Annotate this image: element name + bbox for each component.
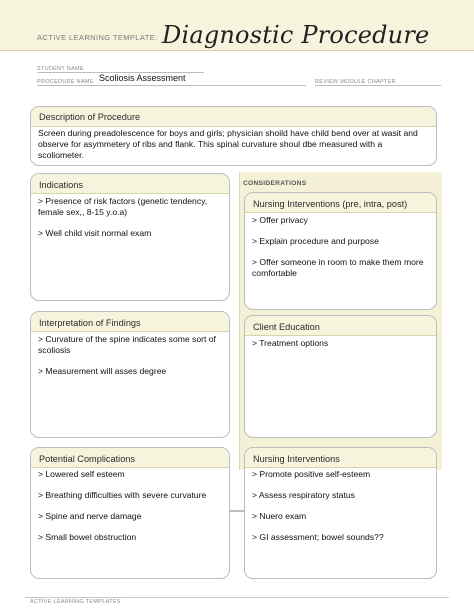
- page-title: Diagnostic Procedure: [162, 21, 430, 49]
- list-item: > Breathing difficulties with severe curvature: [38, 490, 207, 500]
- client-education-header: [245, 316, 436, 336]
- indications-header: [31, 174, 229, 194]
- list-item: > Nuero exam: [252, 511, 307, 521]
- footer-line: [25, 597, 449, 598]
- nursing-interventions-box: [244, 447, 437, 579]
- list-item: > Well child visit normal exam: [38, 228, 152, 238]
- potential-complications-box: [30, 447, 230, 579]
- list-item: > Lowered self esteem: [38, 469, 125, 479]
- list-item: > Curvature of the spine indicates some sort of scoliosis: [38, 334, 216, 355]
- interpretation-list: [38, 334, 223, 387]
- interpretation-box: [30, 311, 230, 438]
- client-education-list: [252, 338, 430, 359]
- procedure-name-line: [37, 85, 306, 86]
- potential-complications-header: [31, 448, 229, 468]
- considerations-label: CONSIDERATIONS: [243, 180, 307, 187]
- nursing-interventions-pre-header: [245, 193, 436, 213]
- client-education-box: [244, 315, 437, 438]
- review-module-label: REVIEW MODULE CHAPTER: [315, 79, 396, 85]
- potential-complications-title: Potential Complications: [39, 454, 136, 464]
- connector-line: [229, 510, 245, 512]
- list-item: > Spine and nerve damage: [38, 511, 142, 521]
- list-item: > Assess respiratory status: [252, 490, 355, 500]
- list-item: > Offer someone in room to make them more comfortable: [252, 257, 424, 278]
- list-item: > Measurement will asses degree: [38, 366, 167, 376]
- nursing-interventions-list: [252, 469, 430, 553]
- description-title: Description of Procedure: [39, 112, 141, 122]
- indications-box: [30, 173, 230, 301]
- interpretation-header: [31, 312, 229, 332]
- nursing-interventions-pre-list: [252, 215, 430, 289]
- procedure-name-field[interactable]: Scoliosis Assessment: [99, 73, 186, 83]
- description-header: [31, 107, 436, 127]
- review-module-line: [315, 85, 441, 86]
- description-text: Screen during preadolescence for boys and girls; physician shoild have child bend over at wasit and observe for asymmetery of ribs and flank. This spinal curvature shoul dbe measured with a scoliometer.: [38, 128, 418, 160]
- nursing-interventions-header: [245, 448, 436, 468]
- list-item: > Presence of risk factors (genetic tendency, female sex,, 8-15 y.o.a): [38, 196, 208, 217]
- template-label: ACTIVE LEARNING TEMPLATE:: [37, 33, 158, 42]
- list-item: > Offer privacy: [252, 215, 308, 225]
- indications-title: Indications: [39, 180, 83, 190]
- student-name-label: STUDENT NAME: [37, 66, 84, 72]
- indications-list: [38, 196, 223, 249]
- interpretation-title: Interpretation of Findings: [39, 318, 141, 328]
- nursing-interventions-title: Nursing Interventions: [253, 454, 340, 464]
- potential-complications-list: [38, 469, 223, 553]
- procedure-name-label: PROCEDURE NAME: [37, 79, 94, 85]
- list-item: > Treatment options: [252, 338, 329, 348]
- list-item: > Promote positive self-esteem: [252, 469, 371, 479]
- client-education-title: Client Education: [253, 322, 320, 332]
- nursing-interventions-pre-box: [244, 192, 437, 310]
- nursing-interventions-pre-title: Nursing Interventions (pre, intra, post): [253, 199, 408, 209]
- list-item: > GI assessment; bowel sounds??: [252, 532, 384, 542]
- footer-text: ACTIVE LEARNING TEMPLATES: [30, 599, 121, 605]
- list-item: > Explain procedure and purpose: [252, 236, 379, 246]
- list-item: > Small bowel obstruction: [38, 532, 137, 542]
- description-box: [30, 106, 437, 166]
